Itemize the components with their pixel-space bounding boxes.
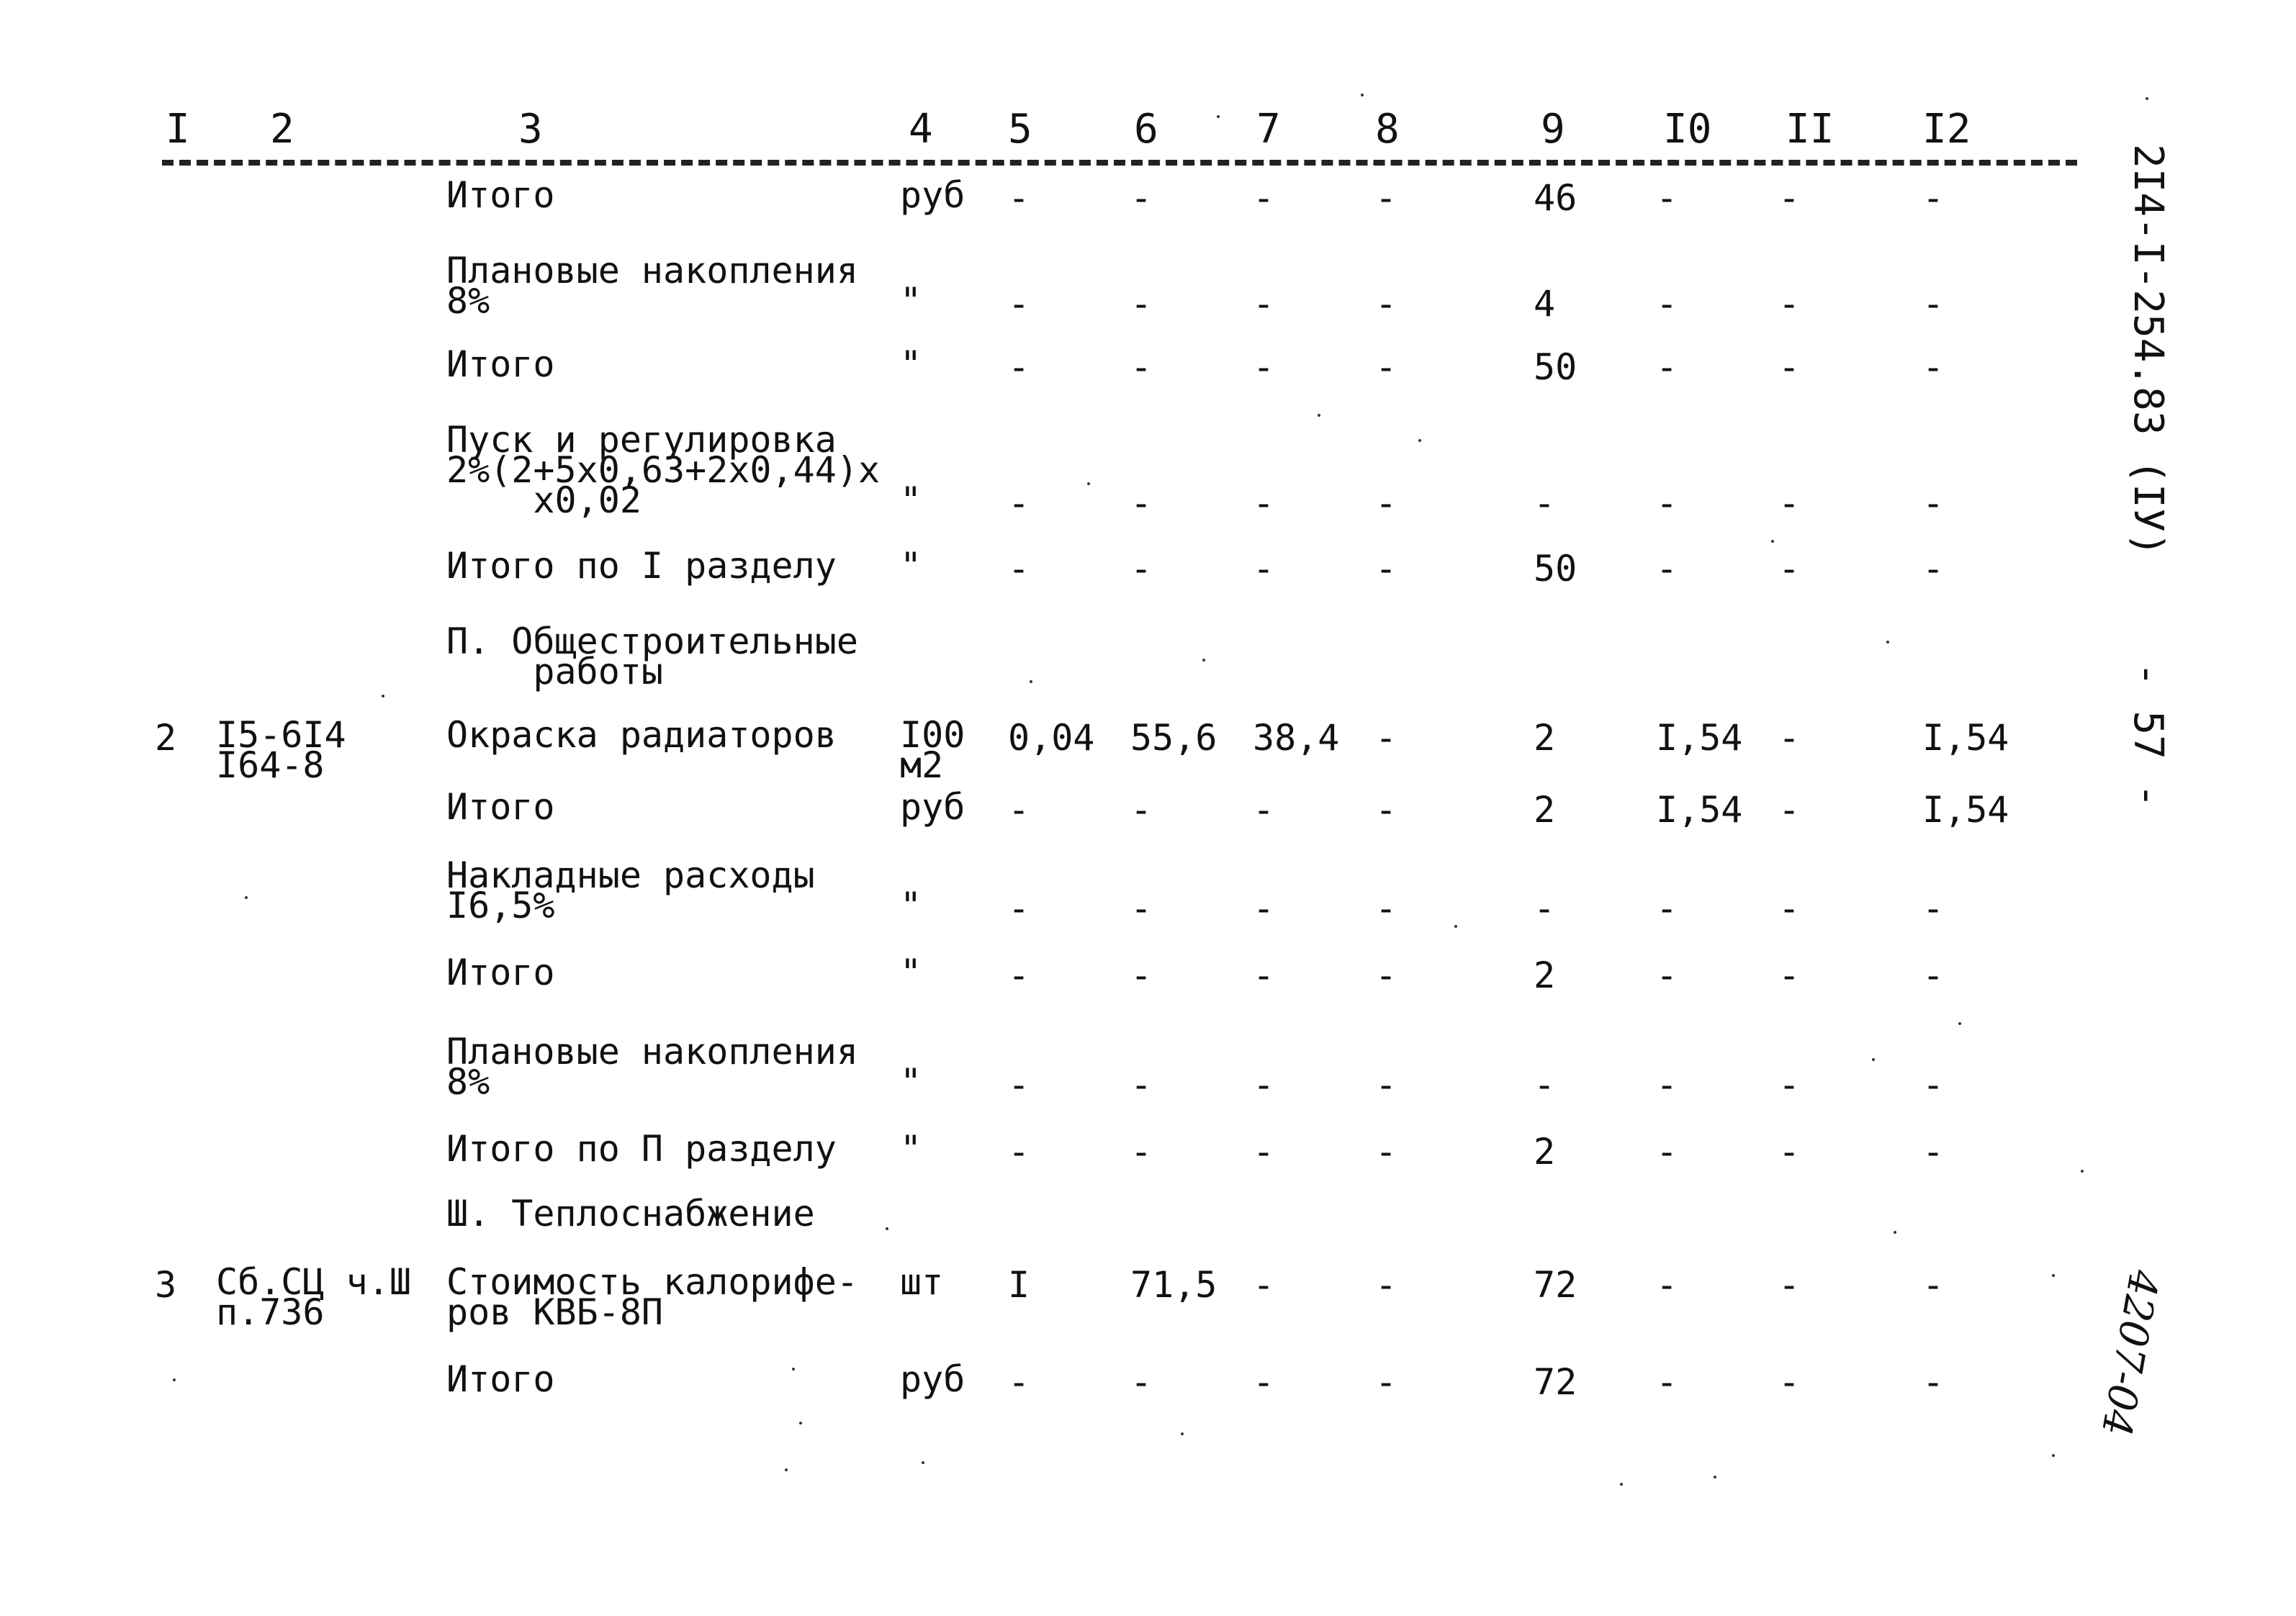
row-unit: ": [900, 1061, 922, 1103]
scan-speck: [1030, 680, 1032, 683]
scan-speck: [1418, 439, 1421, 442]
c5-cell: -: [1008, 954, 1030, 996]
row-unit: ": [900, 280, 922, 322]
scan-speck: [1454, 925, 1457, 928]
c7-cell: -: [1253, 1131, 1275, 1173]
c7-cell: 38,4: [1253, 717, 1340, 759]
c6-cell: -: [1130, 482, 1153, 524]
row-name: Накладные расходы I6,5%: [446, 854, 815, 926]
handwritten-note: 4207-04: [2092, 1266, 2168, 1440]
c6-cell: 71,5: [1130, 1264, 1217, 1306]
row-name: Итого: [446, 952, 555, 993]
c5-cell: -: [1008, 482, 1030, 524]
row-name: Плановые накопления 8%: [446, 250, 858, 322]
c5-cell: -: [1008, 177, 1030, 219]
table-row: [0, 786, 2088, 857]
row-name: Итого: [446, 786, 555, 828]
header-dashed-rule: [162, 160, 2077, 166]
c9-cell: 2: [1534, 789, 1556, 831]
scan-speck: [382, 695, 384, 698]
c7-cell: -: [1253, 177, 1275, 219]
c10-cell: -: [1656, 1361, 1678, 1403]
scan-speck: [1714, 1476, 1716, 1479]
row-unit: ": [900, 343, 922, 385]
c8-cell: -: [1375, 177, 1397, 219]
c8-cell: -: [1375, 888, 1397, 929]
scan-speck: [2052, 1454, 2055, 1457]
c12-cell: -: [1922, 1361, 1945, 1403]
c9-cell: 4: [1534, 283, 1556, 325]
c8-cell: -: [1375, 482, 1397, 524]
scan-speck: [2081, 1170, 2084, 1173]
document-code: 2I4-I-254.83 (IУ): [2125, 144, 2171, 557]
scan-speck: [1872, 1058, 1875, 1061]
c12-cell: -: [1922, 346, 1945, 388]
c12-cell: -: [1922, 177, 1945, 219]
row-name: П. Общестроительные работы: [446, 620, 858, 692]
c5-cell: -: [1008, 346, 1030, 388]
table-row: [0, 1193, 2088, 1263]
c6-cell: -: [1130, 789, 1153, 831]
row-code: I5-6I4 I64-8: [216, 714, 346, 786]
table-row: [0, 1261, 2088, 1333]
c6-cell: 55,6: [1130, 717, 1217, 759]
header-col-3: 3: [518, 106, 543, 153]
scan-speck: [792, 1368, 795, 1371]
scan-speck: [785, 1468, 788, 1471]
c9-cell: 50: [1534, 548, 1577, 590]
scan-speck: [1361, 94, 1364, 96]
c8-cell: -: [1375, 283, 1397, 325]
c11-cell: -: [1778, 1264, 1801, 1306]
c7-cell: -: [1253, 1264, 1275, 1306]
c6-cell: -: [1130, 177, 1153, 219]
c8-cell: -: [1375, 717, 1397, 759]
c10-cell: -: [1656, 482, 1678, 524]
c5-cell: -: [1008, 789, 1030, 831]
header-col-12: I2: [1922, 106, 1971, 153]
row-name: Итого: [446, 174, 555, 216]
c6-cell: -: [1130, 1064, 1153, 1106]
c5-cell: -: [1008, 888, 1030, 929]
row-unit: I00 м2: [900, 714, 965, 786]
c11-cell: -: [1778, 177, 1801, 219]
table-row: [0, 545, 2088, 615]
c8-cell: -: [1375, 1361, 1397, 1403]
c5-cell: -: [1008, 1131, 1030, 1173]
c7-cell: -: [1253, 954, 1275, 996]
c10-cell: -: [1656, 177, 1678, 219]
header-col-6: 6: [1134, 106, 1158, 153]
c8-cell: -: [1375, 548, 1397, 590]
scan-speck: [1202, 659, 1205, 662]
c7-cell: -: [1253, 789, 1275, 831]
c11-cell: -: [1778, 717, 1801, 759]
c10-cell: -: [1656, 1264, 1678, 1306]
c6-cell: -: [1130, 346, 1153, 388]
row-name: Ш. Теплоснабжение: [446, 1193, 815, 1234]
c8-cell: -: [1375, 346, 1397, 388]
row-name: Итого по I разделу: [446, 545, 837, 587]
scan-speck: [1958, 1022, 1961, 1025]
c11-cell: -: [1778, 1064, 1801, 1106]
c10-cell: -: [1656, 954, 1678, 996]
row-unit: руб: [900, 786, 965, 828]
c10-cell: I,54: [1656, 789, 1743, 831]
c10-cell: -: [1656, 283, 1678, 325]
scan-speck: [2052, 1274, 2055, 1277]
c10-cell: -: [1656, 1064, 1678, 1106]
c5-cell: I: [1008, 1264, 1030, 1306]
row-unit: шт: [900, 1261, 944, 1303]
c6-cell: -: [1130, 1361, 1153, 1403]
header-col-10: I0: [1663, 106, 1712, 153]
c12-cell: -: [1922, 1264, 1945, 1306]
table-row: [0, 1358, 2088, 1429]
c10-cell: I,54: [1656, 717, 1743, 759]
header-col-5: 5: [1008, 106, 1032, 153]
row-name: Стоимость калорифе- ров КВБ-8П: [446, 1261, 858, 1333]
row-unit: ": [900, 885, 922, 926]
c12-cell: -: [1922, 283, 1945, 325]
row-unit: руб: [900, 1358, 965, 1400]
c11-cell: -: [1778, 283, 1801, 325]
c9-cell: -: [1534, 1064, 1556, 1106]
c12-cell: I,54: [1922, 789, 2009, 831]
c12-cell: -: [1922, 954, 1945, 996]
header-col-7: 7: [1256, 106, 1281, 153]
row-unit: ": [900, 545, 922, 587]
c9-cell: -: [1534, 482, 1556, 524]
c5-cell: -: [1008, 548, 1030, 590]
c8-cell: -: [1375, 1064, 1397, 1106]
c11-cell: -: [1778, 1131, 1801, 1173]
row-unit: ": [900, 479, 922, 521]
header-col-8: 8: [1375, 106, 1400, 153]
row-name: Плановые накопления 8%: [446, 1031, 858, 1103]
c9-cell: 72: [1534, 1361, 1577, 1403]
header-col-1: I: [166, 106, 190, 153]
c5-cell: -: [1008, 283, 1030, 325]
scan-speck: [173, 1378, 176, 1381]
c11-cell: -: [1778, 789, 1801, 831]
scan-speck: [1318, 414, 1320, 417]
c9-cell: 50: [1534, 346, 1577, 388]
c10-cell: -: [1656, 548, 1678, 590]
header-col-9: 9: [1541, 106, 1565, 153]
c9-cell: 2: [1534, 717, 1556, 759]
c11-cell: -: [1778, 1361, 1801, 1403]
row-name: Итого по П разделу: [446, 1128, 837, 1170]
table-row: [0, 620, 2088, 692]
scan-speck: [799, 1422, 802, 1425]
c9-cell: 2: [1534, 1131, 1556, 1173]
c5-cell: -: [1008, 1361, 1030, 1403]
table-row: [0, 952, 2088, 1022]
c11-cell: -: [1778, 346, 1801, 388]
c8-cell: -: [1375, 1131, 1397, 1173]
scan-speck: [886, 1227, 888, 1230]
table-row: [0, 1128, 2088, 1199]
c9-cell: 72: [1534, 1264, 1577, 1306]
c5-cell: 0,04: [1008, 717, 1095, 759]
c7-cell: -: [1253, 482, 1275, 524]
row-number: 2: [155, 717, 177, 759]
c7-cell: -: [1253, 888, 1275, 929]
header-col-4: 4: [909, 106, 933, 153]
c11-cell: -: [1778, 548, 1801, 590]
c8-cell: -: [1375, 789, 1397, 831]
c11-cell: -: [1778, 482, 1801, 524]
scan-speck: [1886, 641, 1889, 644]
scan-speck: [1087, 482, 1090, 485]
c10-cell: -: [1656, 346, 1678, 388]
table-row: [0, 714, 2088, 786]
row-name: Итого: [446, 343, 555, 385]
row-code: Сб.СЦ ч.Ш п.736: [216, 1261, 411, 1333]
c12-cell: -: [1922, 548, 1945, 590]
c11-cell: -: [1778, 954, 1801, 996]
scan-speck: [922, 1461, 924, 1464]
c10-cell: -: [1656, 888, 1678, 929]
c12-cell: -: [1922, 1064, 1945, 1106]
table-row: [0, 419, 2088, 524]
header-col-2: 2: [270, 106, 294, 153]
row-name: Итого: [446, 1358, 555, 1400]
row-unit: ": [900, 952, 922, 993]
c12-cell: -: [1922, 888, 1945, 929]
c6-cell: -: [1130, 548, 1153, 590]
c12-cell: -: [1922, 1131, 1945, 1173]
row-name: Окраска радиаторов: [446, 714, 837, 756]
scan-speck: [1771, 540, 1774, 543]
c12-cell: -: [1922, 482, 1945, 524]
row-unit: ": [900, 1128, 922, 1170]
scan-speck: [245, 896, 248, 899]
page-number: - 57 -: [2125, 662, 2171, 808]
table-row: [0, 174, 2088, 245]
c6-cell: -: [1130, 954, 1153, 996]
c11-cell: -: [1778, 888, 1801, 929]
scan-speck: [1217, 115, 1220, 118]
table-row: [0, 1031, 2088, 1106]
c7-cell: -: [1253, 1361, 1275, 1403]
c7-cell: -: [1253, 1064, 1275, 1106]
c9-cell: 46: [1534, 177, 1577, 219]
c12-cell: I,54: [1922, 717, 2009, 759]
c8-cell: -: [1375, 1264, 1397, 1306]
row-number: 3: [155, 1264, 177, 1306]
c10-cell: -: [1656, 1131, 1678, 1173]
c7-cell: -: [1253, 283, 1275, 325]
c5-cell: -: [1008, 1064, 1030, 1106]
c7-cell: -: [1253, 548, 1275, 590]
c6-cell: -: [1130, 283, 1153, 325]
table-row: [0, 250, 2088, 325]
c7-cell: -: [1253, 346, 1275, 388]
scan-speck: [1181, 1432, 1184, 1435]
scan-speck: [2146, 97, 2148, 100]
row-name: Пуск и регулировка 2%(2+5x0,63+2x0,44)x x0,02: [446, 419, 881, 521]
table-row: [0, 343, 2088, 414]
header-col-11: II: [1786, 106, 1834, 153]
scan-speck: [1894, 1231, 1896, 1234]
scan-speck: [1620, 1483, 1623, 1486]
row-unit: руб: [900, 174, 965, 216]
c9-cell: -: [1534, 888, 1556, 929]
c9-cell: 2: [1534, 954, 1556, 996]
c8-cell: -: [1375, 954, 1397, 996]
c6-cell: -: [1130, 1131, 1153, 1173]
c6-cell: -: [1130, 888, 1153, 929]
table-row: [0, 854, 2088, 929]
